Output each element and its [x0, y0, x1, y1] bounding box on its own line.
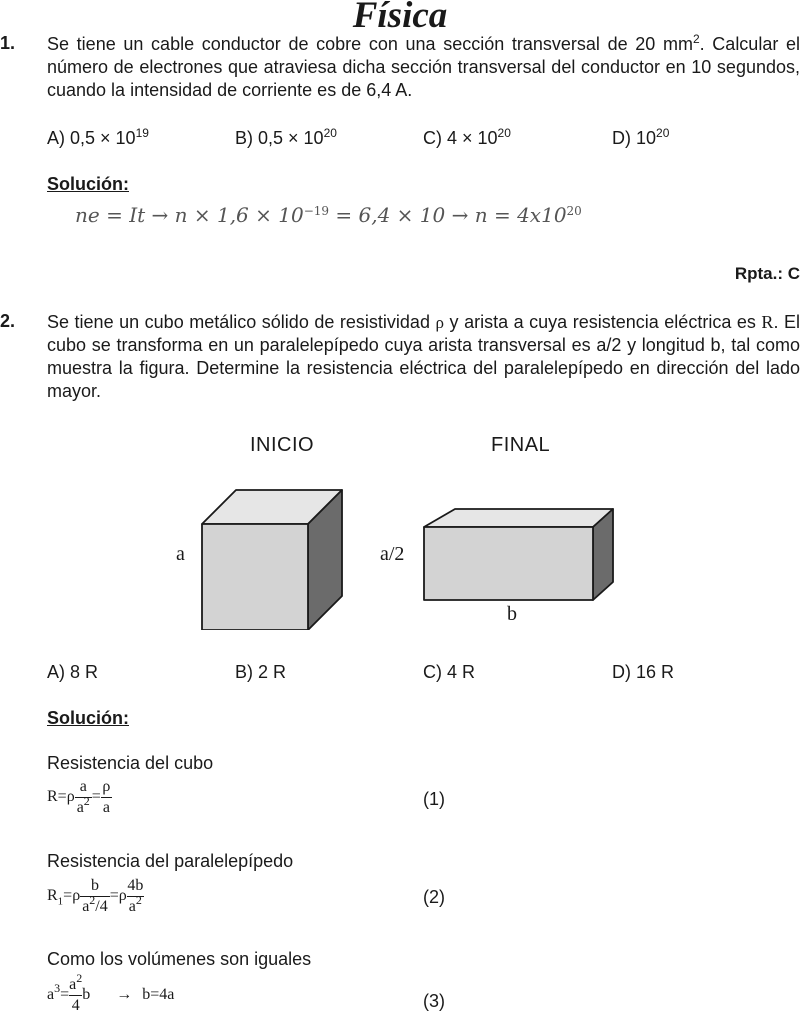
q1-solution-equation: ne = $It \to n \times 1,6 \times 10^{-19} = 6,4 \times 10 \to n = 4x10^{20}$	[75, 203, 582, 227]
q2-option-d: D) 16 R	[612, 662, 675, 682]
q2-option-c: C) 4 R	[423, 662, 476, 682]
box-length-label: b	[507, 603, 517, 625]
q1-option-b: B) $0,5 \times 10^{20}$	[235, 126, 337, 148]
step2-equation: $R_1=\rho$ $\frac{b}{a^2/4}$ =ρ $\frac{4b}{a^2}$	[47, 877, 144, 915]
q2-option-a: A) 8 R	[47, 662, 99, 682]
q1-option-d: D) $10^{20}$	[612, 126, 670, 148]
question-2-number: 2.	[0, 311, 16, 331]
step2-number: (2)	[423, 887, 445, 907]
figure-label-inicio: INICIO	[250, 434, 315, 456]
paralellepiped-shape	[424, 509, 613, 600]
question-1-number: 1.	[0, 33, 16, 53]
q1-solution-label: Solución:	[47, 174, 129, 194]
q1-answer: Rpta.: C	[734, 264, 800, 283]
cube-shape	[202, 490, 342, 630]
step2-label: Resistencia del paralelepípedo	[47, 851, 294, 871]
page-title: Física	[352, 0, 448, 36]
q2-solution-label: Solución:	[47, 708, 129, 728]
q2-option-b: B) 2 R	[235, 662, 287, 682]
step3-equation: $a^3=$ $\frac{a^2}{4}$ b → b=4a	[47, 971, 175, 1014]
step1-equation: R=ρ $\frac{a}{a^2}$ = $\frac{\rho}{a}$	[47, 778, 111, 816]
step3-number: (3)	[423, 991, 445, 1011]
box-height-label: a/2	[380, 543, 405, 565]
question-1-text: Se tiene un cable conductor de cobre con una sección transversal de 20 $mm^2$. Calcular el número de electrones que atraviesa dicha sección transversal del conductor en 10 segundos, cuando la intensidad de corriente es de 6,4 A.	[47, 32, 800, 100]
step1-number: (1)	[423, 789, 445, 809]
q1-option-c: C) $4 \times 10^{20}$	[423, 126, 511, 148]
figure-label-final: FINAL	[491, 434, 551, 456]
cube-side-label: a	[176, 543, 185, 565]
question-2-text: Se tiene un cubo metálico sólido de resistividad ρ y arista a cuya resistencia eléctrica es R. El cubo se transforma en un paralelepípedo cuya arista transversal es a/2 y longitud b, tal como muestra la figura. Determine la resistencia eléctrica del paralelepípedo en dirección del lado mayor.	[47, 312, 800, 401]
step3-label: Como los volúmenes son iguales	[47, 949, 312, 969]
q1-option-a: A) $0,5 \times 10^{19}$	[47, 126, 149, 148]
step1-label: Resistencia del cubo	[47, 753, 214, 773]
